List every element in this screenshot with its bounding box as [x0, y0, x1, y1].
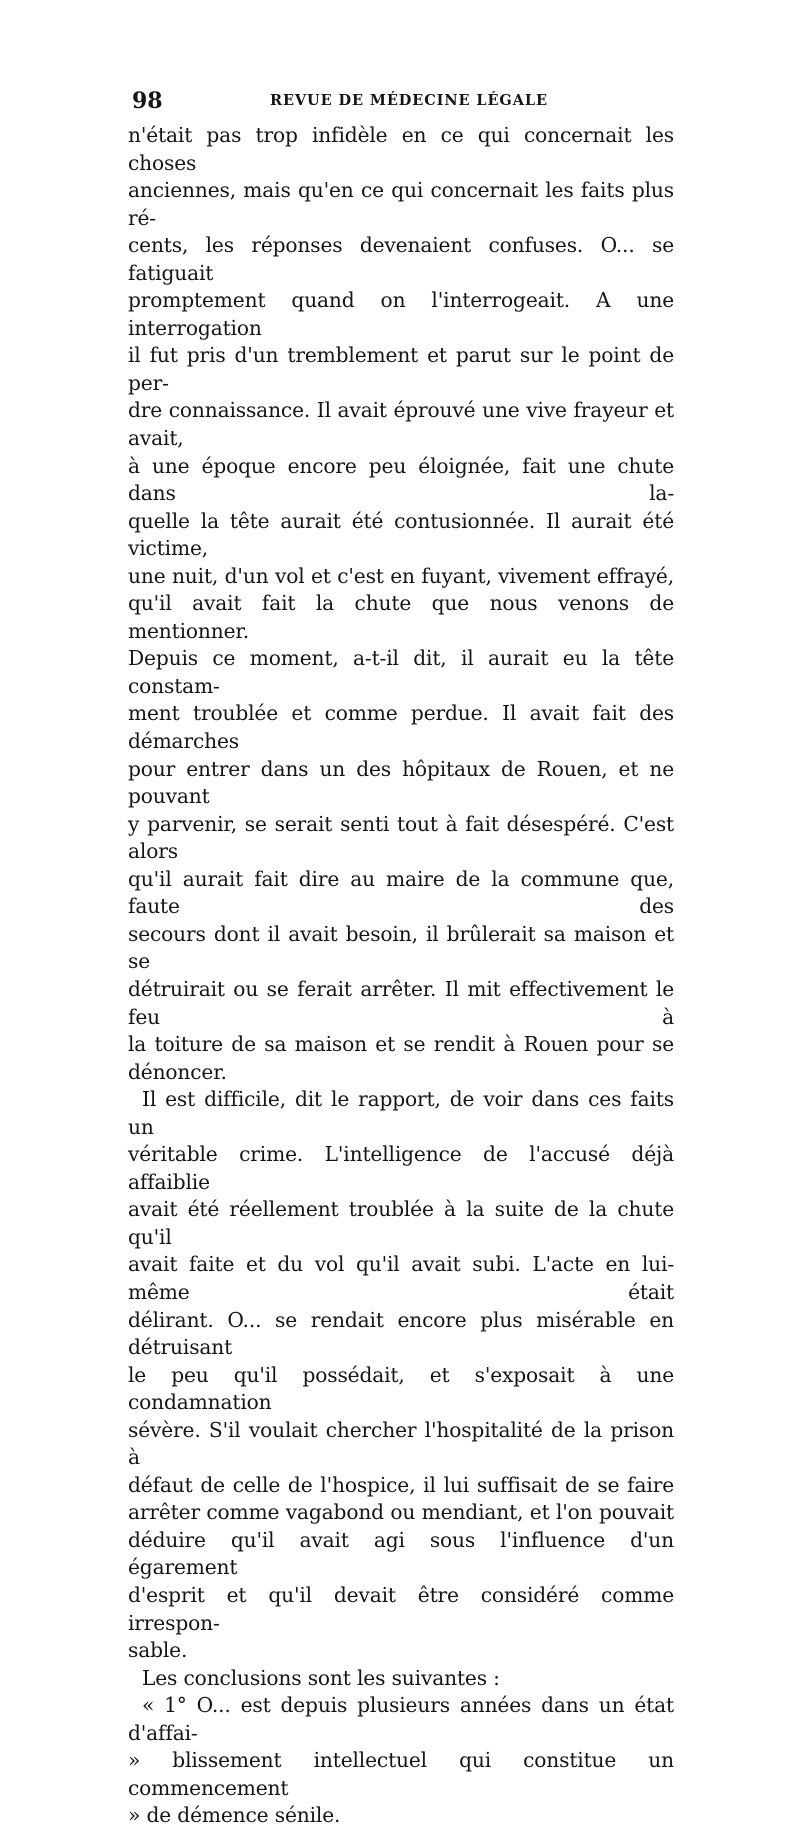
- text-line: promptement quand on l'interrogeait. A une interrogation: [128, 288, 674, 340]
- text-line: délirant. O... se rendait encore plus misérable en détruisant: [128, 1307, 674, 1360]
- text-line: véritable crime. L'intelligence de l'accusé déjà affaiblie: [128, 1142, 674, 1194]
- running-head: REVUE DE MÉDECINE LÉGALE: [270, 92, 548, 109]
- text-line: » de démence sénile.: [128, 1803, 341, 1828]
- text-line: n'était pas trop infidèle en ce qui concernait les choses: [128, 123, 674, 175]
- text-line: cents, les réponses devenaient confuses. O... se fatiguait: [128, 233, 674, 285]
- text-line: déduire qu'il avait agi sous l'influence d'un égarement: [128, 1527, 674, 1580]
- text-line: détruirait ou se ferait arrêter. Il mit effectivement le feu à: [128, 976, 674, 1029]
- text-line: sévère. S'il voulait chercher l'hospitalité de la prison à: [128, 1417, 674, 1470]
- text-line: secours dont il avait besoin, il brûlerait sa maison et se: [128, 921, 674, 974]
- text-line: quelle la tête aurait été contusionnée. Il aurait été victime,: [128, 508, 674, 561]
- text-line: Les conclusions sont les suivantes :: [142, 1665, 500, 1690]
- text-line: défaut de celle de l'hospice, il lui suffisait de se faire: [128, 1472, 674, 1497]
- text-line: dénoncer.: [128, 1059, 227, 1084]
- text-line: d'esprit et qu'il devait être considéré comme irrespon-: [128, 1582, 674, 1635]
- text-line: anciennes, mais qu'en ce qui concernait les faits plus ré-: [128, 178, 674, 230]
- page-header: [132, 88, 677, 118]
- text-line: avait été réellement troublée à la suite de la chute qu'il: [128, 1197, 674, 1249]
- text-line: à une époque encore peu éloignée, fait une chute dans la-: [128, 453, 674, 506]
- text-line: Il est difficile, dit le rapport, de voir dans ces faits un: [128, 1087, 674, 1139]
- text-line: arrêter comme vagabond ou mendiant, et l'on pouvait: [128, 1500, 674, 1525]
- text-line: la toiture de sa maison et se rendit à Rouen pour se: [128, 1032, 674, 1057]
- text-line: avait faite et du vol qu'il avait subi. L'acte en lui-même était: [128, 1252, 674, 1304]
- paragraph-report-assessment: [128, 1086, 674, 1664]
- paragraph-conclusions-intro: [128, 1665, 674, 1693]
- paragraph-conclusion-quote: [128, 1692, 674, 1830]
- text-line: Depuis ce moment, a-t-il dit, il aurait eu la tête constam-: [128, 646, 674, 698]
- text-line: dre connaissance. Il avait éprouvé une vive frayeur et avait,: [128, 398, 674, 451]
- text-line: une nuit, d'un vol et c'est en fuyant, vivement effrayé,: [128, 563, 674, 588]
- text-line: ment troublée et comme perdue. Il avait fait des démarches: [128, 701, 674, 754]
- text-line: qu'il avait fait la chute que nous venons de mentionner.: [128, 591, 674, 643]
- page-number: 98: [132, 88, 163, 114]
- text-line: il fut pris d'un tremblement et parut sur le point de per-: [128, 343, 674, 395]
- paragraph-case-history: [128, 122, 674, 1086]
- text-line: « 1° O... est depuis plusieurs années dans un état d'affai-: [128, 1693, 674, 1745]
- text-line: y parvenir, se serait senti tout à fait désespéré. C'est alors: [128, 811, 674, 864]
- text-line: sable.: [128, 1638, 188, 1663]
- body-text: [128, 122, 674, 1830]
- text-line: pour entrer dans un des hôpitaux de Rouen, et ne pouvant: [128, 756, 674, 809]
- text-line: le peu qu'il possédait, et s'exposait à une condamnation: [128, 1362, 674, 1415]
- text-line: qu'il aurait fait dire au maire de la commune que, faute des: [128, 866, 674, 919]
- text-line: » blissement intellectuel qui constitue un commencement: [128, 1748, 674, 1800]
